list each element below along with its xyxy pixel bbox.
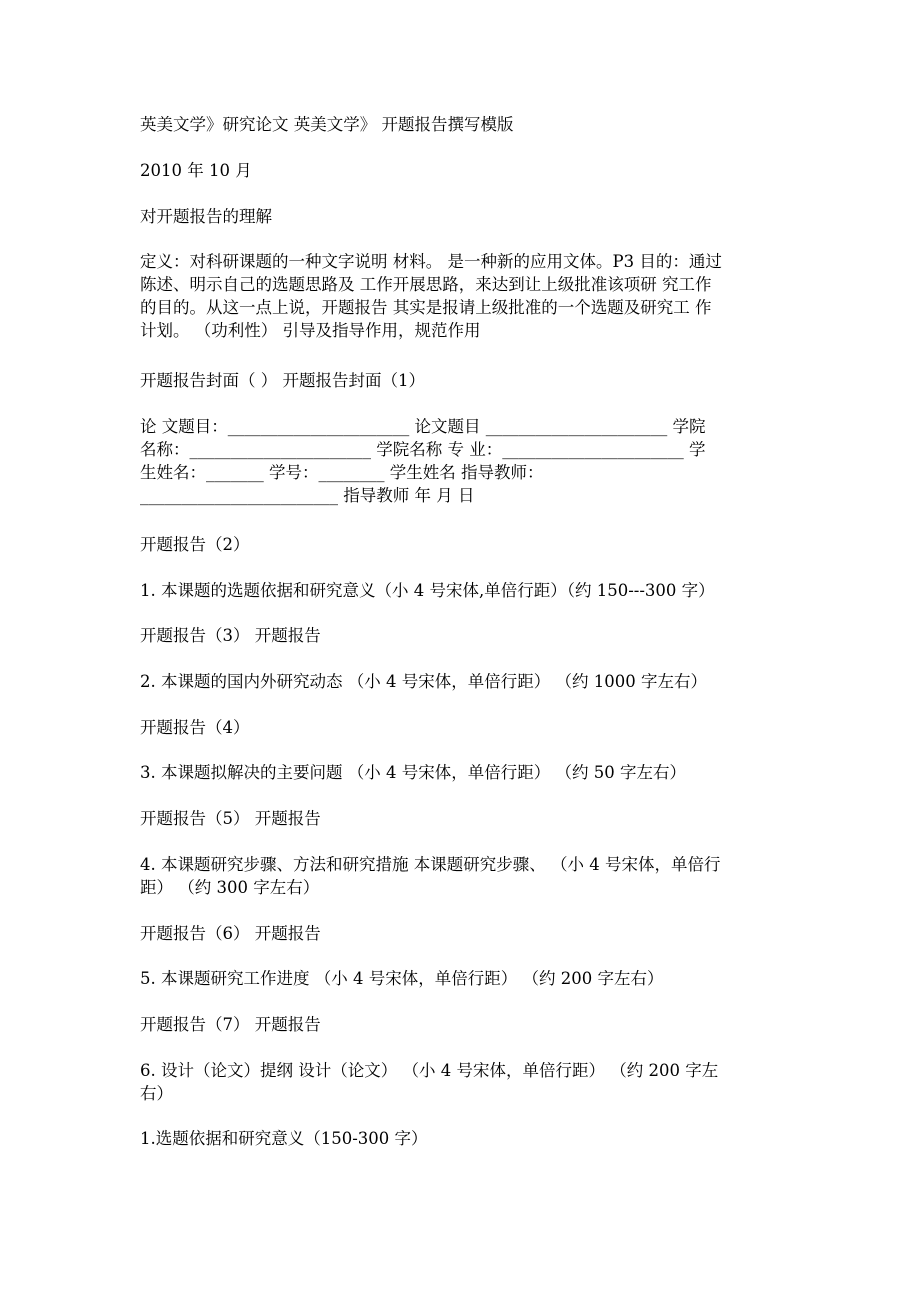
definition-line: 陈述、明示自己的选题思路及 工作开展思路，来达到让上级批准该项研 究工作 [140,275,712,294]
report-4-heading: 开题报告（4） [140,718,250,737]
report-2-heading: 开题报告（2） [140,535,250,554]
definition-line: 计划。 （功利性） 引导及指导作用，规范作用 [140,321,481,340]
item-5: 5. 本课题研究工作进度 （小 4 号宋体，单倍行距） （约 200 字左右） [140,969,664,988]
cover-fields-line: ________________________ 指导教师 年 月 日 [140,486,475,505]
cover-fields-line: 名称：______________________ 学院名称 专 业：______________________ 学 [140,440,706,459]
document-date: 2010 年 10 月 [140,161,252,180]
understanding-heading: 对开题报告的理解 [140,207,272,226]
definition-line: 的目的。从这一点上说，开题报告 其实是报请上级批准的一个选题及研究工 作 [140,298,712,317]
item-4-line: 距） （约 300 字左右） [140,878,320,897]
report-5-heading: 开题报告（5） 开题报告 [140,809,321,828]
definition-paragraph [140,250,784,342]
item-6-line: 6. 设计（论文）提纲 设计（论文） （小 4 号宋体，单倍行距） （约 200 字左 [140,1061,719,1080]
report-7-heading: 开题报告（7） 开题报告 [140,1015,321,1034]
cover-fields-paragraph [140,415,784,507]
item-3: 3. 本课题拟解决的主要问题 （小 4 号宋体，单倍行距） （约 50 字左右） [140,763,686,782]
definition-line: 定义：对科研课题的一种文字说明 材料。 是一种新的应用文体。P3 目的：通过 [140,252,722,271]
item-2: 2. 本课题的国内外研究动态 （小 4 号宋体，单倍行距） （约 1000 字左右） [140,672,707,691]
item-4-paragraph [140,853,784,899]
cover-heading: 开题报告封面（ ） 开题报告封面（1） [140,371,425,390]
cover-fields-line: 生姓名：_______ 学号：________ 学生姓名 指导教师： [140,463,544,482]
report-3-heading: 开题报告（3） 开题报告 [140,626,321,645]
item-4-line: 4. 本课题研究步骤、方法和研究措施 本课题研究步骤、 （小 4 号宋体，单倍行 [140,855,721,874]
cover-fields-line: 论 文题目：______________________ 论文题目 ______________________ 学院 [140,417,706,436]
report-6-heading: 开题报告（6） 开题报告 [140,924,321,943]
document-title: 英美文学》研究论文 英美文学》 开题报告撰写模版 [140,115,514,134]
item-6-paragraph [140,1059,784,1105]
final-heading: 1.选题依据和研究意义（150-300 字） [140,1129,428,1148]
item-1: 1. 本课题的选题依据和研究意义（小 4 号宋体,单倍行距）（约 150---300 字） [140,581,715,600]
item-6-line: 右） [140,1084,173,1103]
